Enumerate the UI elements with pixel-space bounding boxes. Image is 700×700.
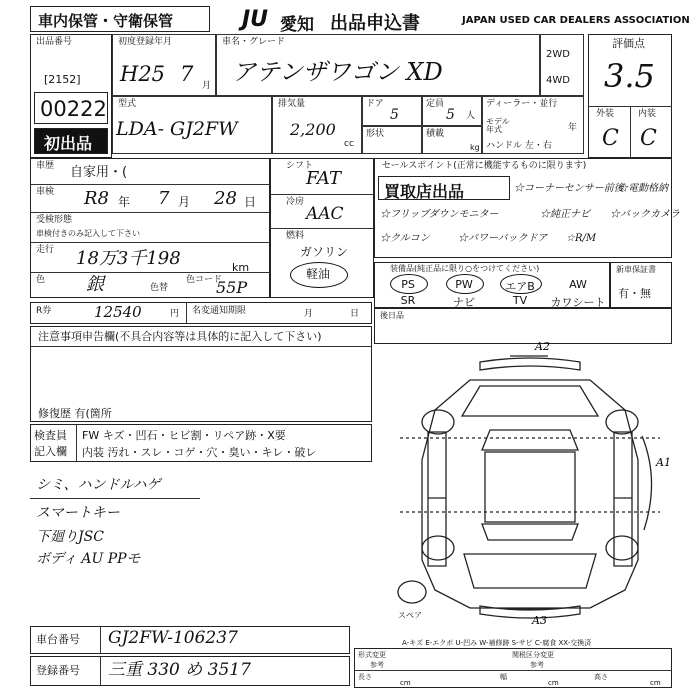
mileage-divider	[30, 272, 270, 273]
color-code-label: 色コード	[186, 275, 223, 285]
wheel-front-left	[422, 410, 454, 434]
rating-label: 評価点	[612, 37, 645, 50]
equip-airbag-circle	[500, 274, 542, 294]
form-title: 出品申込書	[330, 13, 420, 34]
mark-a3: A3	[532, 614, 547, 627]
car-front-bumper	[480, 358, 580, 370]
inspector-label: 検査員	[34, 429, 67, 442]
equip-seat: カワシート	[550, 296, 606, 309]
dealer-label: ディーラー・並行	[486, 99, 558, 109]
capacity-label: 定員	[426, 99, 445, 109]
inspection-note-4: ボディ AU PPモ	[36, 551, 141, 567]
doors-value: 5	[390, 107, 399, 123]
km-unit: km	[232, 261, 250, 274]
model-label: 型式	[118, 99, 137, 109]
rating-value: 3.5	[604, 57, 655, 95]
interior-line: 内装 汚れ・スレ・コゲ・穴・臭い・キレ・破レ	[82, 446, 317, 459]
fuel-light-oil: 軽油	[306, 267, 331, 281]
sales-point-2: ☆電動格納	[618, 183, 668, 194]
name-change-month: 月	[304, 309, 314, 319]
ac-label: 冷房	[286, 197, 305, 207]
notes-rule-1	[30, 346, 372, 347]
capacity-value: 5	[446, 107, 455, 123]
spare-tire	[398, 581, 426, 603]
receive-label: 受検形態	[36, 215, 73, 225]
equipment-label: 装備品(純正品に限り○をつけてください)	[390, 264, 540, 273]
first-reg-month: 7	[180, 62, 194, 86]
inspection-note-1: シミ、ハンドルハゲ	[36, 477, 161, 493]
usage-label: 車歴	[36, 161, 55, 171]
inspection-divider	[30, 212, 270, 213]
handle-label: ハンドル 左・右	[486, 141, 552, 151]
length-label: 長さ	[358, 673, 372, 681]
sales-point-1: ☆コーナーセンサー前後	[514, 183, 624, 194]
car-right-doors	[614, 432, 632, 566]
sales-point-3: ☆フリップダウンモニター	[380, 209, 499, 220]
brand-name: 愛知	[280, 15, 314, 35]
sales-point-label: セールスポイント(正常に機能するものに限ります)	[382, 161, 587, 171]
equip-aw: AW	[569, 278, 587, 291]
mark-a2: A2	[535, 340, 550, 353]
note-rule-1	[30, 498, 200, 499]
equip-ps-circle	[390, 274, 428, 294]
equip-ps: PS	[401, 278, 415, 291]
first-reg-month-unit: 月	[202, 81, 212, 91]
equip-airbag: エアB	[505, 280, 535, 293]
recycle-divider	[186, 302, 187, 324]
lot-small-number: [2152]	[44, 73, 81, 86]
lot-label: 出品番号	[36, 37, 73, 47]
damage-legend: A-キズ E-エクボ U-凹み W-補修跡 S-サビ C-腐食 XX-交換済	[402, 639, 592, 647]
inspection-day-unit: 日	[244, 195, 257, 209]
related-label: 関税区分変更	[512, 651, 554, 659]
mark-a1-arc	[642, 436, 652, 530]
first-reg-year: H25	[120, 62, 166, 86]
buy-store-label: 買取店出品	[384, 182, 465, 201]
inspection-month: 7	[158, 188, 170, 209]
spare-label: スペア	[398, 611, 422, 620]
height-label: 高さ	[594, 673, 608, 681]
later-items-block	[374, 308, 672, 344]
shift-divider	[270, 194, 374, 195]
wheel-rear-left	[422, 536, 454, 560]
usage-divider	[30, 184, 270, 185]
cc-unit: cc	[344, 139, 354, 149]
equip-navi: ナビ	[453, 296, 475, 309]
inspection-year: R8	[84, 188, 110, 209]
color-label: 色	[36, 275, 46, 285]
receive-divider	[30, 242, 270, 243]
inspection-label: 車検	[36, 187, 55, 197]
ac-divider	[270, 228, 374, 229]
exterior-label: 外装	[596, 109, 615, 119]
sales-point-4: ☆純正ナビ	[540, 209, 590, 220]
equip-pw: PW	[455, 278, 473, 291]
notes-label: 注意事項申告欄(不具合内容等は具体的に記入して下さい)	[38, 330, 322, 343]
sales-point-7: ☆パワーバックドア	[458, 233, 548, 244]
reference-label-2: 参考	[530, 661, 544, 669]
name-change-day: 日	[350, 309, 360, 319]
mark-a1: A1	[656, 456, 671, 469]
chassis-label: 車台番号	[36, 633, 80, 646]
inspection-month-unit: 月	[178, 195, 191, 209]
shape-label: 形状	[366, 129, 385, 139]
ju-logo: JU	[242, 7, 269, 32]
displacement-value: 2,200	[290, 120, 336, 139]
reference-label-1: 参考	[370, 661, 384, 669]
chassis-value: GJ2FW-106237	[108, 628, 238, 648]
color-code-value: 55P	[216, 278, 248, 297]
width-label: 幅	[500, 673, 507, 681]
remarks-label: 記入欄	[34, 445, 67, 458]
model-value: LDA- GJ2FW	[116, 118, 238, 140]
drive-2wd: 2WD	[546, 49, 570, 60]
cm-unit-3: cm	[650, 679, 661, 687]
warranty-value: 有・無	[618, 287, 651, 300]
inspection-note-3: 下廻りJSC	[36, 529, 104, 545]
shift-label: シフト	[286, 161, 314, 171]
inspection-split	[76, 424, 77, 462]
warranty-label: 新車保証書	[616, 265, 656, 274]
model-year-label: モデル年式	[486, 117, 510, 134]
shape-change-label: 形式変更	[358, 651, 386, 659]
mileage-label: 走行	[36, 245, 55, 255]
lot-number: 00222	[40, 97, 107, 121]
history-block	[30, 158, 270, 298]
usage-value: 自家用・(	[70, 165, 128, 180]
sales-point-8: ☆R/M	[566, 233, 597, 244]
later-items-label: 後日品	[380, 311, 404, 320]
wheel-front-right	[606, 410, 638, 434]
recycle-label: R券	[36, 306, 52, 316]
car-name-value: アテンザワゴン XD	[232, 58, 443, 86]
recycle-value: 12540	[94, 303, 142, 321]
car-trunk	[464, 554, 596, 588]
kg-unit: kg	[470, 143, 480, 152]
plate-value: 三重 330 め 3517	[108, 660, 251, 680]
shift-value: FAT	[306, 168, 341, 189]
displacement-label: 排気量	[278, 99, 306, 109]
cm-unit-1: cm	[400, 679, 411, 687]
car-hood	[462, 386, 598, 416]
sales-point-5: ☆バックカメラ	[610, 209, 680, 220]
car-body-outline	[422, 380, 638, 608]
cm-unit-2: cm	[548, 679, 559, 687]
inspection-year-unit: 年	[118, 195, 131, 209]
fw-line: FW キズ・凹石・ヒビ割・リペア跡・X要	[82, 429, 286, 442]
interior-label: 内装	[638, 109, 657, 119]
car-rear-window	[482, 524, 578, 540]
interior-grade: C	[640, 126, 657, 151]
rating-split	[630, 106, 631, 158]
doors-label: ドア	[366, 99, 384, 109]
plate-label: 登録番号	[36, 664, 80, 677]
name-change-label: 名変通知期限	[192, 306, 247, 316]
repair-history: 修復歴 有(箇所	[38, 407, 112, 420]
drive-cell	[540, 34, 584, 96]
car-diagram	[380, 340, 680, 630]
car-left-doors	[428, 432, 446, 566]
plate-split	[100, 656, 101, 686]
capacity-unit: 人	[466, 111, 476, 121]
wheel-rear-right	[606, 536, 638, 560]
car-windshield	[482, 430, 578, 450]
sales-point-6: ☆クルコン	[380, 233, 430, 244]
association-name: JAPAN USED CAR DEALERS ASSOCIATION	[462, 15, 690, 26]
color-change-label: 色替	[150, 283, 169, 293]
mileage-value: 18万3千198	[76, 248, 181, 269]
inspection-day: 28	[214, 188, 237, 209]
first-reg-label: 初度登録年月	[118, 37, 173, 47]
equip-tv: TV	[512, 294, 528, 307]
storage-label: 車内保管・守衛保管	[38, 12, 174, 30]
inspection-note-2: スマートキー	[36, 505, 120, 521]
yen-unit: 円	[170, 309, 180, 319]
drive-4wd: 4WD	[546, 75, 570, 86]
chassis-split	[100, 626, 101, 654]
exterior-grade: C	[602, 126, 619, 151]
fuel-gasoline: ガソリン	[300, 245, 349, 259]
equip-sr: SR	[400, 294, 416, 307]
load-label: 積載	[426, 129, 445, 139]
equip-pw-circle	[446, 274, 484, 294]
dimension-rule	[354, 670, 672, 671]
receive-note: 車検付きのみ記入して下さい	[36, 229, 140, 238]
color-value: 銀	[86, 274, 104, 295]
model-year-unit: 年	[568, 123, 578, 133]
ac-value: AAC	[306, 204, 344, 224]
fuel-label: 燃料	[286, 231, 305, 241]
car-name-label: 車名・グレード	[222, 37, 286, 47]
first-listing-label: 初出品	[44, 134, 93, 153]
